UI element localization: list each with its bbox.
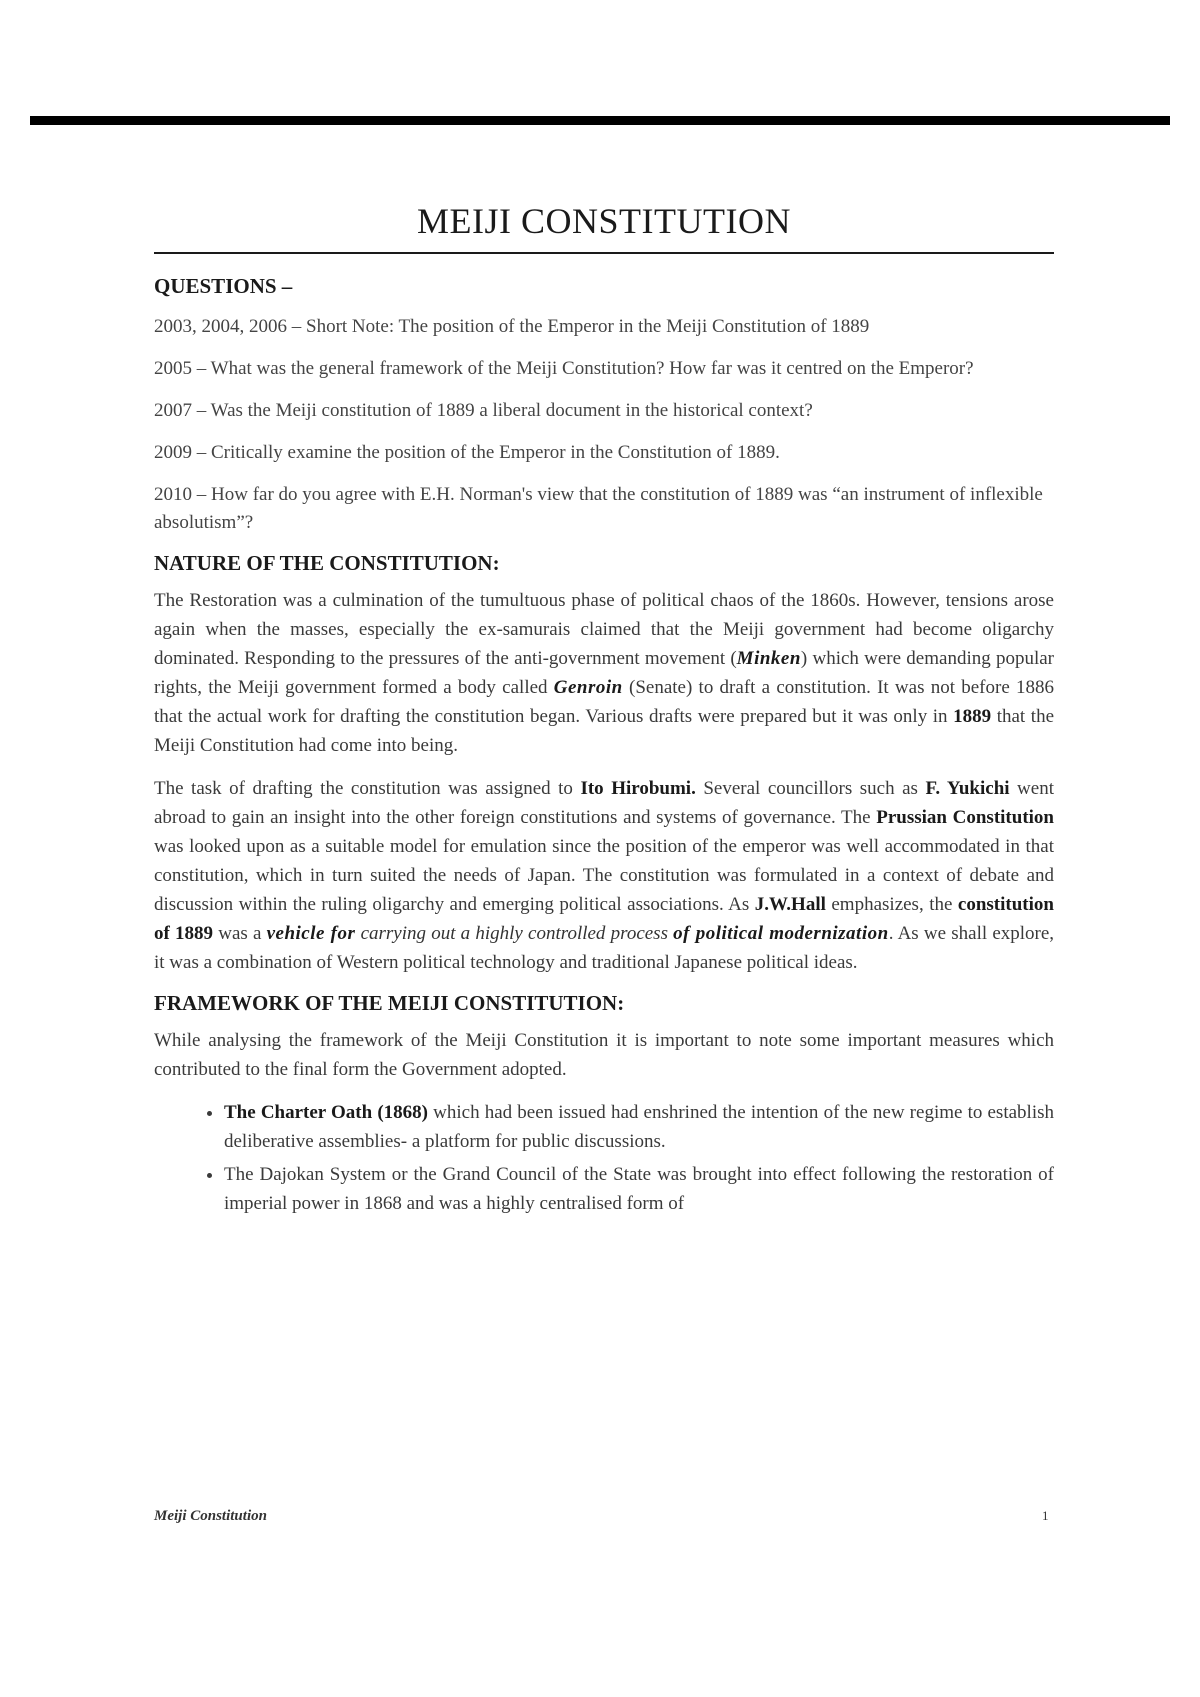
genroin-term: Genroin	[553, 677, 623, 698]
charter-oath: The Charter Oath (1868)	[224, 1102, 428, 1123]
f-yukichi: F. Yukichi	[925, 778, 1010, 799]
list-item: • The Dajokan System or the Grand Council of the State was brought into effect following the restoration of imperial power in 1868 and was a highly centralised form of	[224, 1160, 1054, 1218]
constitution-1889: constitution of 1889	[154, 894, 1054, 944]
list-item: • The Charter Oath (1868) which had been issued had enshrined the intention of the new regime to establish deliberative assemblies- a platform for public discussions.	[224, 1098, 1054, 1156]
question-item: 2003, 2004, 2006 – Short Note: The position of the Emperor in the Meiji Constitution of 1889	[154, 316, 870, 337]
footer-title: Meiji Constitution	[154, 1508, 267, 1524]
prussian-constitution: Prussian Constitution	[876, 807, 1054, 828]
question-item: 2010 – How far do you agree with E.H. Norman's view that the constitution of 1889 was “an instrument of inflexible absolutism”?	[154, 484, 1043, 533]
framework-list	[154, 1098, 1054, 1218]
top-rule	[30, 116, 1170, 125]
framework-heading: FRAMEWORK OF THE MEIJI CONSTITUTION:	[154, 991, 625, 1015]
question-item: 2005 – What was the general framework of the Meiji Constitution? How far was it centred on the Emperor?	[154, 358, 974, 379]
ito-hirobumi: Ito Hirobumi.	[580, 778, 696, 799]
jw-hall: J.W.Hall	[754, 894, 826, 915]
nature-paragraph-2: The task of drafting the constitution was assigned to Ito Hirobumi. Several councillors such as F. Yukichi went abroad to gain an insight into the other foreign constitutions and systems of governance. The Prussian Constitution was looked upon as a suitable model for emulation since the position of the emperor was well accommodated in that constitution, which in turn suited the needs of Japan. The constitution was formulated in a context of debate and discussion within the ruling oligarchy and emerging political associations. As J.W.Hall emphasizes, the constitution of 1889 was a vehicle for carrying out a highly controlled process of political modernization. As we shall explore, it was a combination of Western political technology and traditional Japanese political ideas.	[154, 778, 1055, 973]
nature-heading: NATURE OF THE CONSTITUTION:	[154, 551, 500, 575]
nature-paragraph-1: The Restoration was a culmination of the tumultuous phase of political chaos of the 1860s. However, tensions arose again when the masses, especially the ex-samurais claimed that the Meiji government had become oligarchy dominated. Responding to the pressures of the anti-government movement (Minken) which were demanding popular rights, the Meiji government formed a body called Genroin (Senate) to draft a constitution. It was not before 1886 that the actual work for drafting the constitution began. Various drafts were prepared but it was only in 1889 that the Meiji Constitution had come into being.	[154, 590, 1055, 756]
question-item: 2009 – Critically examine the position of the Emperor in the Constitution of 1889.	[154, 442, 780, 463]
framework-intro: While analysing the framework of the Meiji Constitution it is important to note some important measures which contributed to the final form the Government adopted.	[154, 1030, 1054, 1080]
questions-heading: QUESTIONS –	[154, 274, 293, 298]
page-number: 1	[1042, 1508, 1049, 1523]
minken-term: Minken	[736, 648, 801, 669]
question-item: 2007 – Was the Meiji constitution of 1889 a liberal document in the historical context?	[154, 400, 813, 421]
page-title: MEIJI CONSTITUTION	[154, 200, 1054, 254]
document-page	[154, 200, 1054, 1222]
year-1889: 1889	[953, 706, 992, 727]
